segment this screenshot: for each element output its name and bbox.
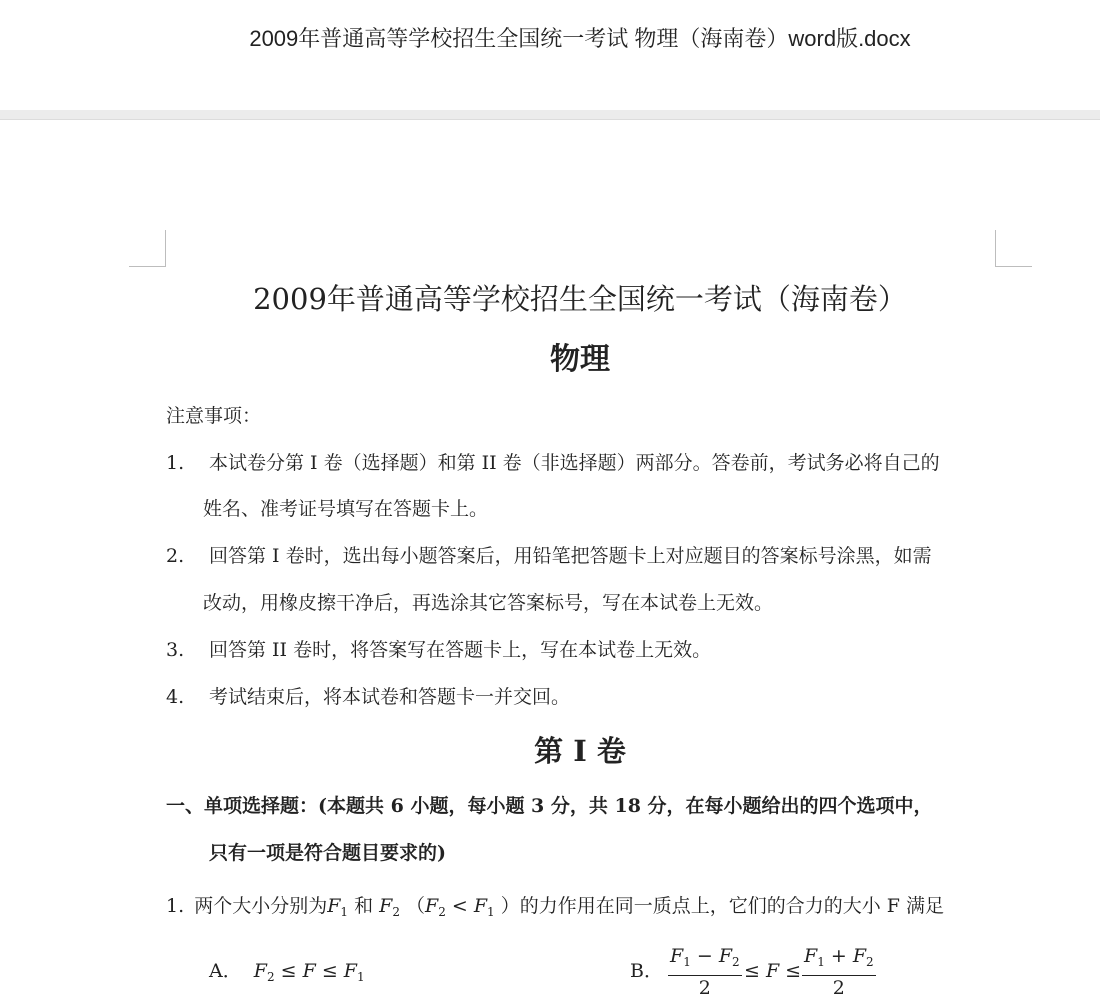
question-1-text-c: （ <box>406 895 426 917</box>
document-title: 2009年普通高等学校招生全国统一考试（海南卷） <box>253 282 907 316</box>
toolbar-divider <box>0 110 1100 122</box>
window-title: 2009年普通高等学校招生全国统一考试 物理（海南卷）word版.docx <box>249 26 911 51</box>
notice-number-4: 4. <box>166 686 185 708</box>
part-one-heading-line-1: 一、单项选择题：(本题共 6 小题，每小题 3 分，共 18 分，在每小题给出的四个选项中， <box>166 795 933 817</box>
formula-f2: $F_2$ <box>379 895 400 919</box>
notice-heading: 注意事项： <box>166 405 262 427</box>
option-a-formula: $F_2 \le F \le F_1$ <box>253 960 365 984</box>
option-a <box>209 958 365 990</box>
option-a-label: A． <box>209 960 242 982</box>
margin-corner-top-left <box>129 230 166 267</box>
document-subject: 物理 <box>550 342 610 377</box>
part-one-heading-line-2: 只有一项是符合题目要求的) <box>209 842 446 864</box>
notice-2-line-2: 改动，用橡皮擦干净后，再选涂其它答案标号，写在本试卷上无效。 <box>203 592 774 614</box>
notice-number-3: 3. <box>166 639 185 661</box>
notice-number-2: 2. <box>166 545 185 567</box>
question-1 <box>166 893 944 925</box>
option-b-label: B． <box>630 960 663 982</box>
option-b-middle: ≤ F ≤ <box>744 960 802 982</box>
option-b-fraction-left: $\frac{F_1 - F_2}{2}$ <box>670 945 740 999</box>
notice-1-line-2: 姓名、准考证号填写在答题卡上。 <box>203 498 489 520</box>
notice-number-1: 1. <box>166 452 185 474</box>
notice-2-line-1: 回答第 I 卷时，选出每小题答案后，用铅笔把答题卡上对应题目的答案标号涂黑，如需 <box>209 545 932 567</box>
question-1-number: 1. <box>166 895 185 917</box>
formula-condition: $F_2 < F_1$ <box>425 895 495 919</box>
question-1-text-b: 和 <box>354 895 374 917</box>
window-titlebar <box>0 0 1100 110</box>
question-1-text-a: 两个大小分别为 <box>194 895 328 917</box>
question-1-text-d: ）的力作用在同一质点上，它们的合力的大小 F 满足 <box>500 895 944 917</box>
notice-1-line-1: 本试卷分第 I 卷（选择题）和第 II 卷（非选择题）两部分。答卷前，考试务必将自己的 <box>209 452 940 474</box>
notice-3-line-1: 回答第 II 卷时，将答案写在答题卡上，写在本试卷上无效。 <box>209 639 712 661</box>
formula-f1: $F_1$ <box>327 895 349 919</box>
notice-4-line-1: 考试结束后，将本试卷和答题卡一并交回。 <box>209 686 571 708</box>
section-heading: 第 I 卷 <box>534 734 626 768</box>
margin-corner-top-right <box>995 230 1032 267</box>
option-b-fraction-right: $\frac{F_1 + F_2}{2}$ <box>804 945 874 999</box>
